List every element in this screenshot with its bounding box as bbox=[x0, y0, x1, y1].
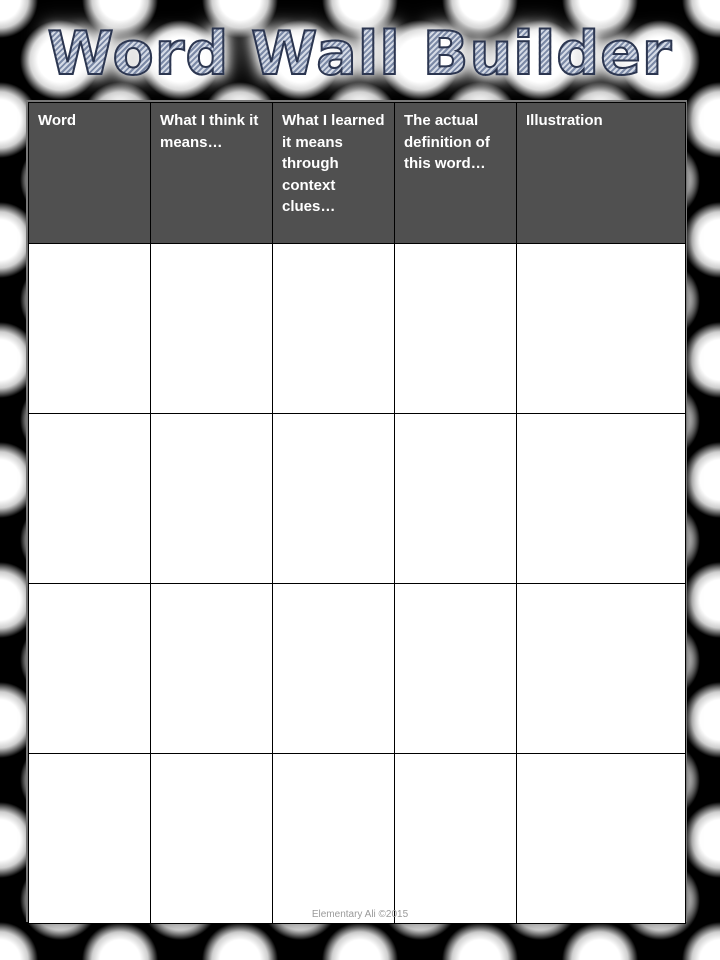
what-i-think-cell[interactable] bbox=[151, 244, 273, 414]
illustration-cell[interactable] bbox=[517, 584, 686, 754]
context-clues-cell[interactable] bbox=[273, 414, 395, 584]
table-row bbox=[29, 244, 686, 414]
copyright-footer: Elementary Ali ©2015 bbox=[311, 909, 409, 920]
word-cell[interactable] bbox=[29, 584, 151, 754]
context-clues-cell[interactable] bbox=[273, 584, 395, 754]
worksheet bbox=[28, 102, 685, 920]
column-header-word: Word bbox=[29, 103, 151, 244]
column-header-context-clues: What I learned it means through context clues… bbox=[273, 103, 395, 244]
word-wall-table bbox=[28, 102, 686, 924]
what-i-think-cell[interactable] bbox=[151, 414, 273, 584]
page-title: Word Wall Builder bbox=[0, 14, 720, 94]
what-i-think-cell[interactable] bbox=[151, 754, 273, 924]
table-row bbox=[29, 584, 686, 754]
table-row bbox=[29, 414, 686, 584]
context-clues-cell[interactable] bbox=[273, 754, 395, 924]
illustration-cell[interactable] bbox=[517, 244, 686, 414]
actual-definition-cell[interactable] bbox=[395, 244, 517, 414]
word-cell[interactable] bbox=[29, 414, 151, 584]
actual-definition-cell[interactable] bbox=[395, 584, 517, 754]
table-row bbox=[29, 754, 686, 924]
illustration-cell[interactable] bbox=[517, 754, 686, 924]
column-header-what-i-think: What I think it means… bbox=[151, 103, 273, 244]
column-header-actual-definition: The actual definition of this word… bbox=[395, 103, 517, 244]
actual-definition-cell[interactable] bbox=[395, 414, 517, 584]
word-cell[interactable] bbox=[29, 754, 151, 924]
illustration-cell[interactable] bbox=[517, 414, 686, 584]
context-clues-cell[interactable] bbox=[273, 244, 395, 414]
column-header-illustration: Illustration bbox=[517, 103, 686, 244]
actual-definition-cell[interactable] bbox=[395, 754, 517, 924]
what-i-think-cell[interactable] bbox=[151, 584, 273, 754]
header-row bbox=[29, 103, 686, 244]
word-cell[interactable] bbox=[29, 244, 151, 414]
